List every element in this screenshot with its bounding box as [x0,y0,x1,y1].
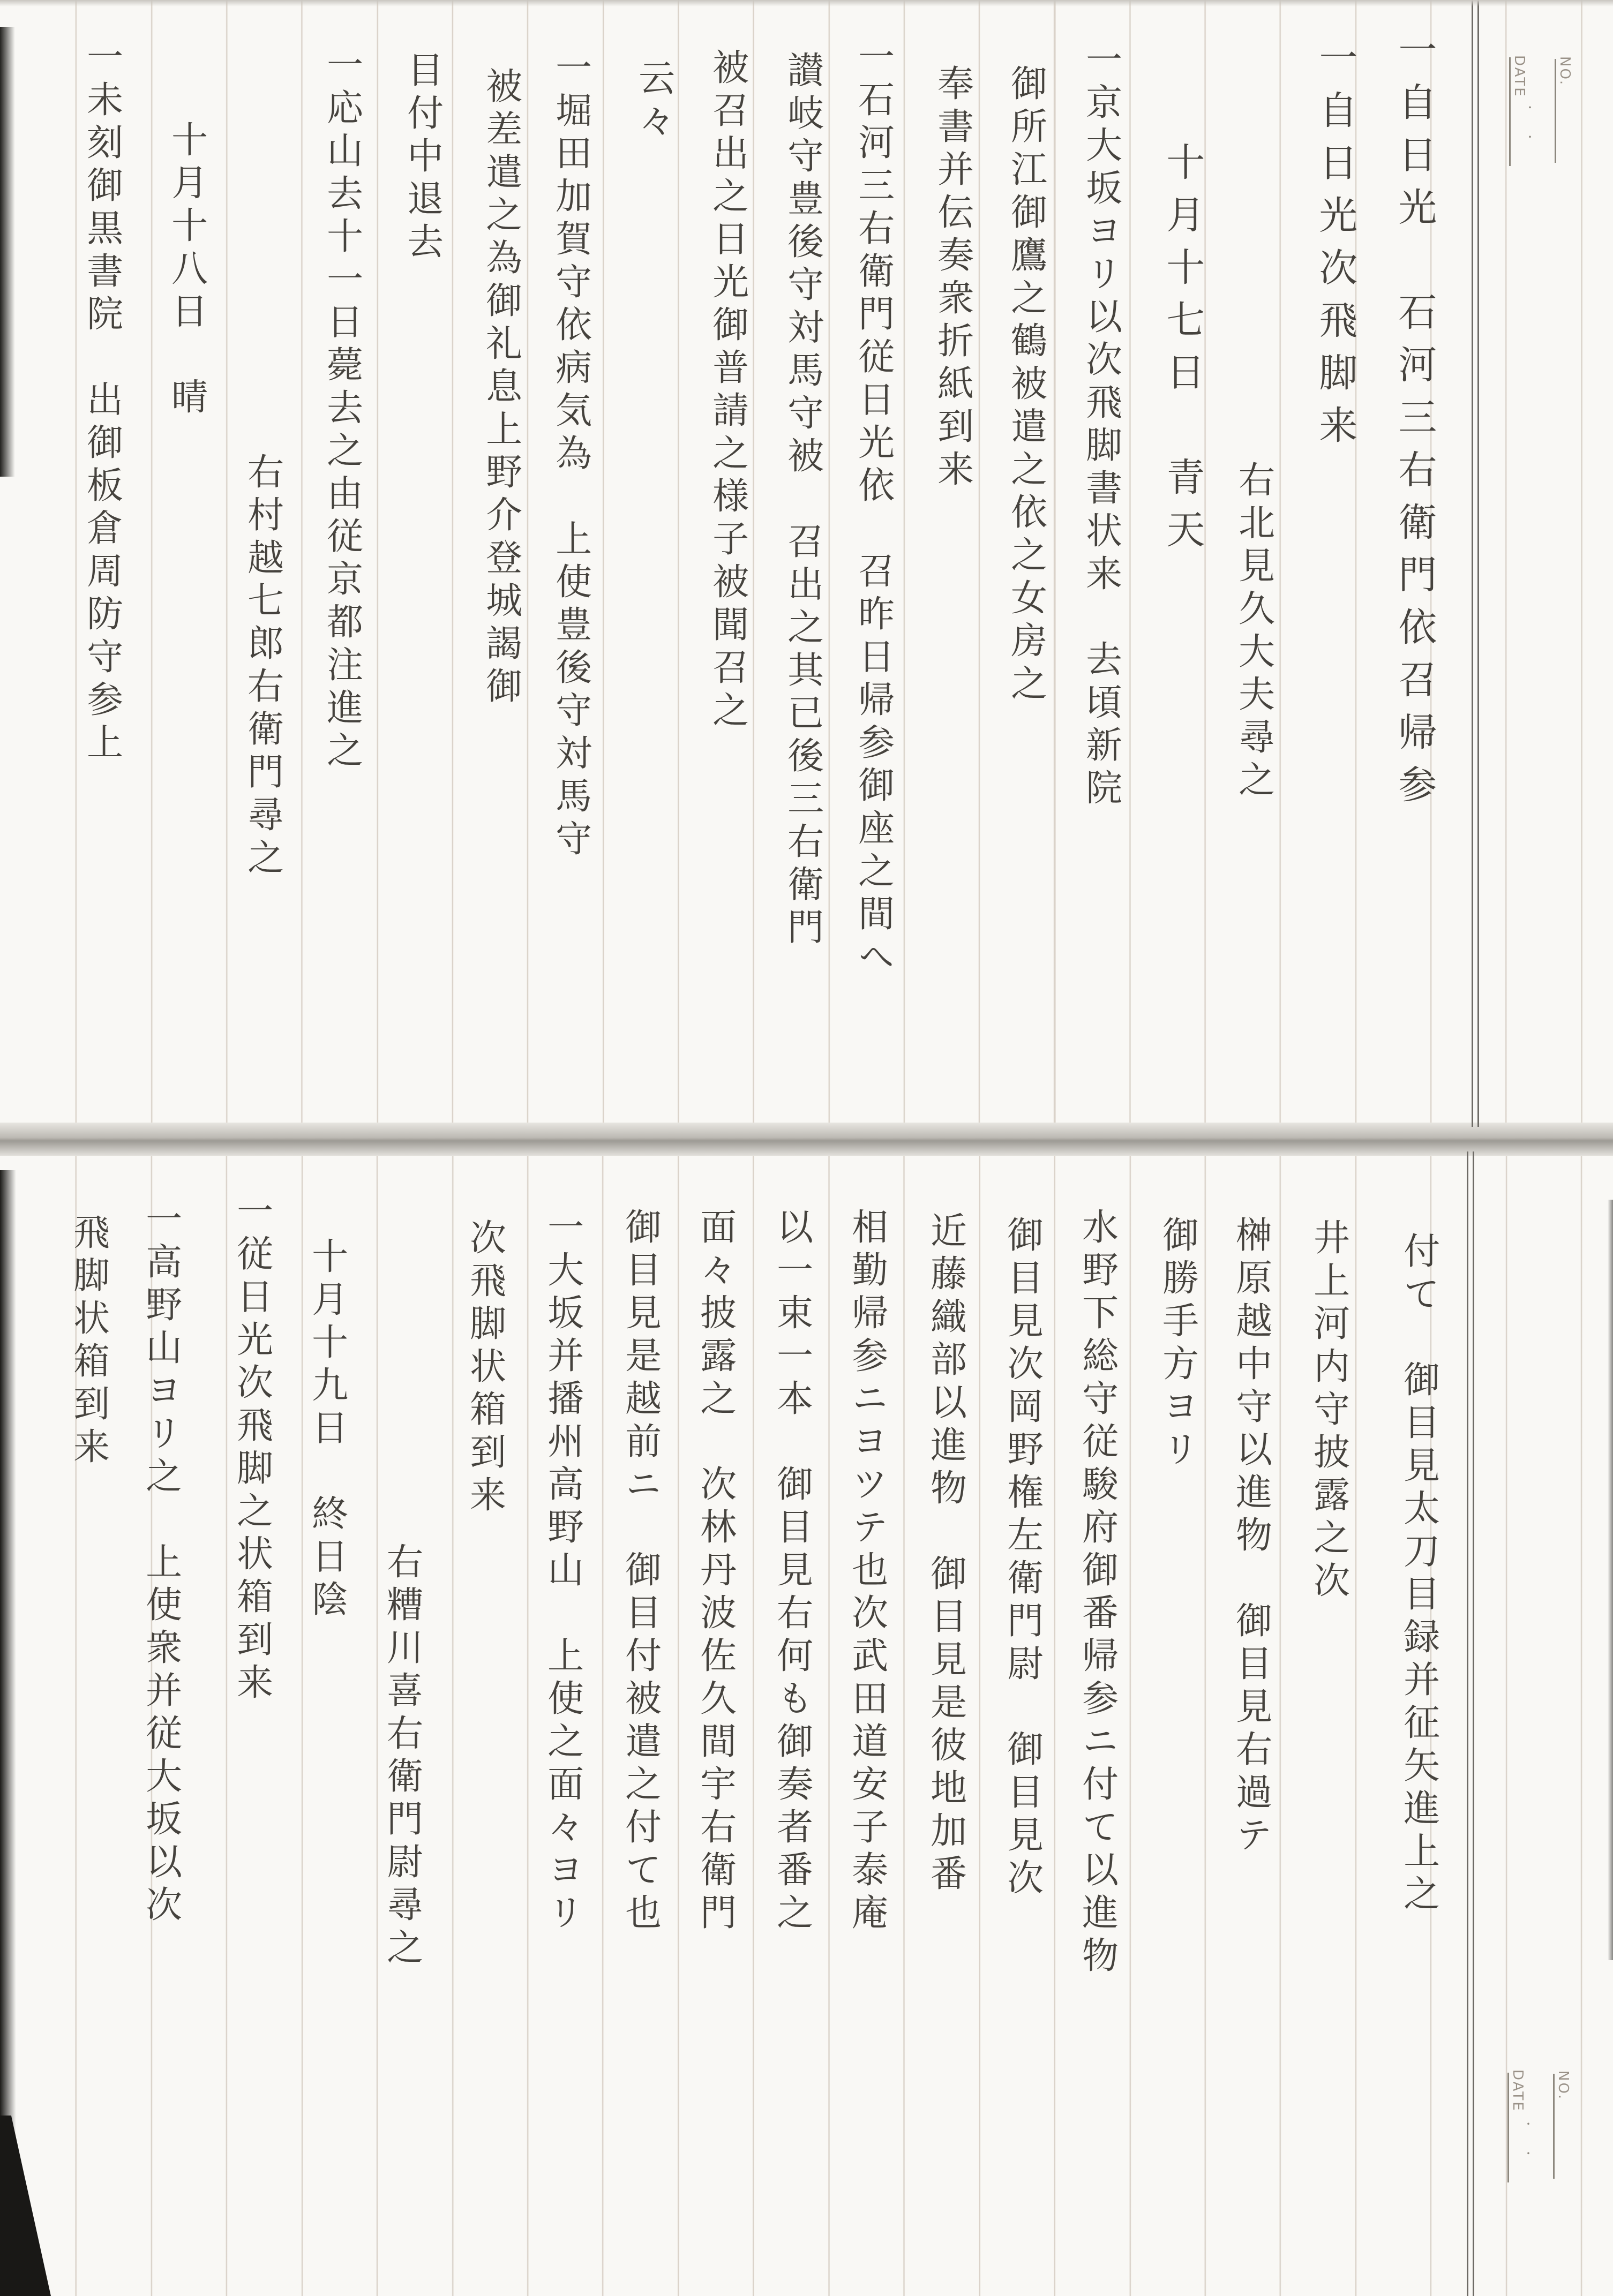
continuation-column: 御所江御鷹之鶴被遣之依之女房之 [1004,64,1047,707]
no-field-line [1553,2074,1555,2179]
margin-rule [1472,0,1473,1127]
continuation-column: 讃岐守豊後守対馬守被 召出之其已後三右衛門 [781,51,824,951]
date-separator-dot: ・ [1523,2118,1534,2131]
date-separator-dot: ・ [1525,131,1535,144]
entry-column: 一石河三右衛門従日光依 召昨日帰参御座之間へ [852,37,895,980]
margin-rule [1473,1151,1474,2296]
entry-column: 一大坂并播州高野山 上使之面々ヨリ [541,1208,584,1936]
entry-column: 一従日光次飛脚之状箱到来 [230,1192,273,1706]
date-field-line [1507,2073,1509,2182]
continuation-column: 相勤帰参ニヨツテ也次武田道安子泰庵 [845,1208,888,1936]
date-column: 十月十九日 終日陰 [305,1237,348,1623]
continuation-column: 以一束一本 御目見右何も御奏者番之 [770,1208,813,1936]
continuation-column: 御目見是越前ニ 御目付被遣之付て也 [619,1208,662,1936]
continuation-column: 云々 [632,59,675,145]
continuation-column: 次飛脚状箱到来 [463,1218,506,1518]
entry-column: 一堀田加賀守依病気為 上使豊後守対馬守 [549,48,592,862]
continuation-column: 榊原越中守以進物 御目見右過テ [1229,1216,1272,1858]
annotation-column: 右村越七郎右衛門尋之 [241,453,284,881]
continuation-column: 御目見次岡野権左衛門尉 御目見次 [1001,1216,1044,1901]
continuation-column: 付て 御目見太刀目録并征矢進上之 [1397,1232,1440,1917]
date-separator-dot: ・ [1523,2147,1534,2160]
no-field-line [1555,59,1556,163]
continuation-column: 近藤織部以進物 御目見是彼地加番 [924,1211,967,1897]
annotation-column: 右糟川喜右衛門尉尋之 [380,1542,423,1971]
annotation-column: 右北見久大夫尋之 [1232,461,1275,803]
margin-rule [1467,1151,1468,2296]
no-label: NO. [1557,56,1573,87]
continuation-column: 被召出之日光御普請之様子被聞召之 [706,48,749,734]
date-label: DATE [1510,2069,1526,2112]
continuation-column: 飛脚状箱到来 [67,1213,110,1470]
date-field-line [1509,57,1511,166]
continuation-column: 目付中退去 [401,51,444,265]
date-column: 十月十八日 晴 [165,121,208,420]
continuation-column: 水野下総守従駿府御番帰参ニ付て以進物 [1076,1208,1119,1979]
no-label: NO. [1555,2071,1571,2101]
entry-column: 一自日光次飛脚来 [1312,37,1358,457]
continuation-column: 面々披露之 次林丹波佐久間宇右衛門 [694,1208,737,1936]
continuation-column: 奉書并伝奏衆折紙到来 [931,64,974,493]
continuation-column: 被差遣之為御礼息上野介登城謁御 [479,67,522,710]
entry-column: 一応山去十一日薨去之由従京都注進之 [320,46,363,774]
entry-column: 一京大坂ヨリ以次飛脚書状来 去頃新院 [1079,40,1122,811]
entry-column: 一未刻御黒書院 出御板倉周防守参上 [80,37,123,766]
entry-column: 一高野山ヨリ之 上使衆并従大坂以次 [139,1200,182,1928]
date-separator-dot: ・ [1525,101,1535,114]
continuation-column: 御勝手方ヨリ [1156,1216,1199,1473]
date-column: 十月十七日 青天 [1160,142,1205,562]
margin-rule [1477,0,1479,1127]
date-label: DATE [1511,55,1527,98]
continuation-column: 井上河内守披露之次 [1307,1218,1350,1604]
entry-column: 一自日光 石河三右衛門依召帰参 [1392,29,1437,817]
